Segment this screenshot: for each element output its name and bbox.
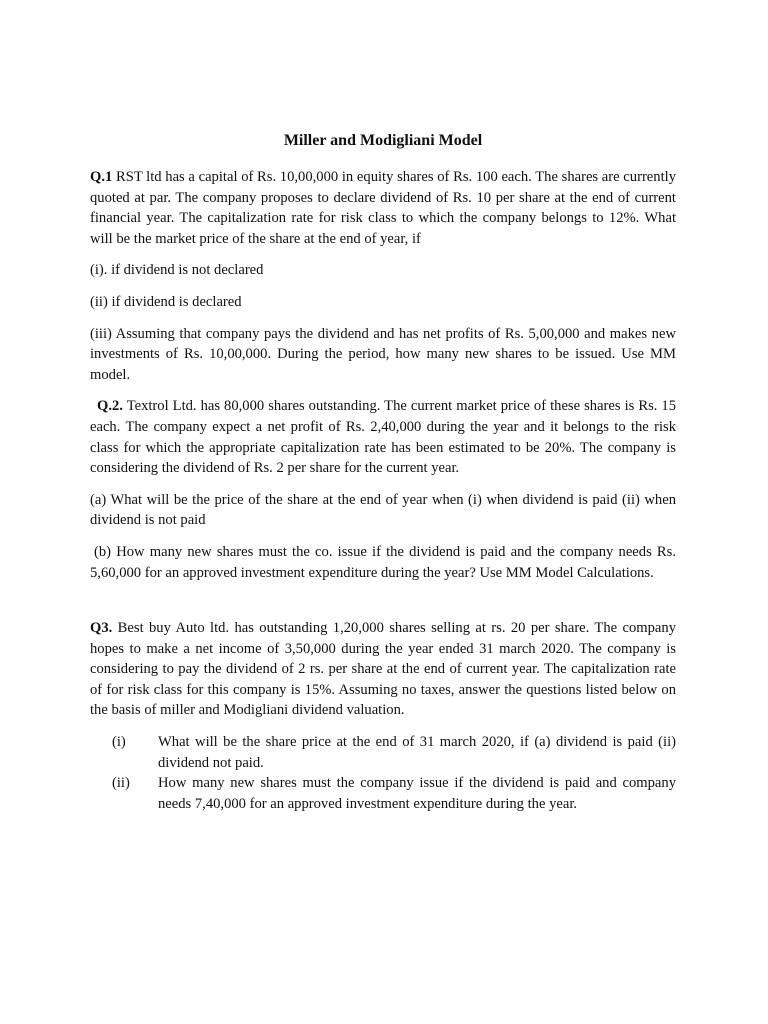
question-1-part-ii: (ii) if dividend is declared	[90, 293, 242, 310]
question-3-item-text: What will be the share price at the end of 31 march 2020, if (a) dividend is paid (ii) dividend not paid.	[158, 734, 676, 771]
question-2-part-a: (a) What will be the price of the share at the end of year when (i) when dividend is paid (ii) when dividend is not paid	[90, 491, 676, 529]
question-1-part-iii: (iii) Assuming that company pays the dividend and has net profits of Rs. 5,00,000 and makes new investments of Rs. 10,00,000. During the period, how many new shares to be issued. Use MM model.	[90, 325, 676, 383]
question-2	[90, 396, 676, 478]
question-1-number: Q.1	[90, 169, 113, 185]
question-1	[90, 167, 676, 249]
question-3-item-label: (ii)	[112, 775, 130, 792]
question-3-items	[90, 732, 676, 814]
question-1-text: RST ltd has a capital of Rs. 10,00,000 in equity shares of Rs. 100 each. The shares are currently quoted at par. The company proposes to declare dividend of Rs. 10 per share at the end of current financial year. The capitalization rate for risk class to which the company belongs to 12%. What will be the market price of the share at the end of year, if	[90, 169, 676, 247]
spacer	[90, 594, 676, 618]
question-3	[90, 618, 676, 721]
question-3-item	[90, 732, 676, 773]
question-2-text: Textrol Ltd. has 80,000 shares outstanding. The current market price of these shares is Rs. 15 each. The company expect a net profit of Rs. 2,40,000 during the year and it belongs to the risk class for which the appropriate capitalization rate has been estimated to be 20%. The company is considering the dividend of Rs. 2 per share for the current year.	[90, 398, 676, 477]
document-body	[90, 128, 676, 814]
question-3-item-label: (i)	[112, 734, 126, 751]
question-2-number: Q.2.	[97, 398, 123, 415]
document-title: Miller and Modigliani Model	[283, 132, 483, 149]
question-3-item-text: How many new shares must the company issue if the dividend is paid and company needs 7,40,000 for an approved investment expenditure during the year.	[158, 775, 676, 812]
question-3-item	[90, 773, 676, 814]
question-3-text: Best buy Auto ltd. has outstanding 1,20,000 shares selling at rs. 20 per share. The company hopes to make a net income of 3,50,000 during the year ended 31 march 2020. The company is considering to pay the dividend of 2 rs. per share at the end of current year. The capitalization rate of for risk class for this company is 15%. Assuming no taxes, answer the questions listed below on the basis of miller and Modigliani dividend valuation.	[90, 620, 676, 719]
question-1-part-i: (i). if dividend is not declared	[90, 262, 264, 279]
question-2-part-b: (b) How many new shares must the co. issue if the dividend is paid and the company needs Rs. 5,60,000 for an approved investment expenditure during the year? Use MM Model Calculations.	[90, 543, 676, 581]
question-3-number: Q3.	[90, 620, 113, 637]
